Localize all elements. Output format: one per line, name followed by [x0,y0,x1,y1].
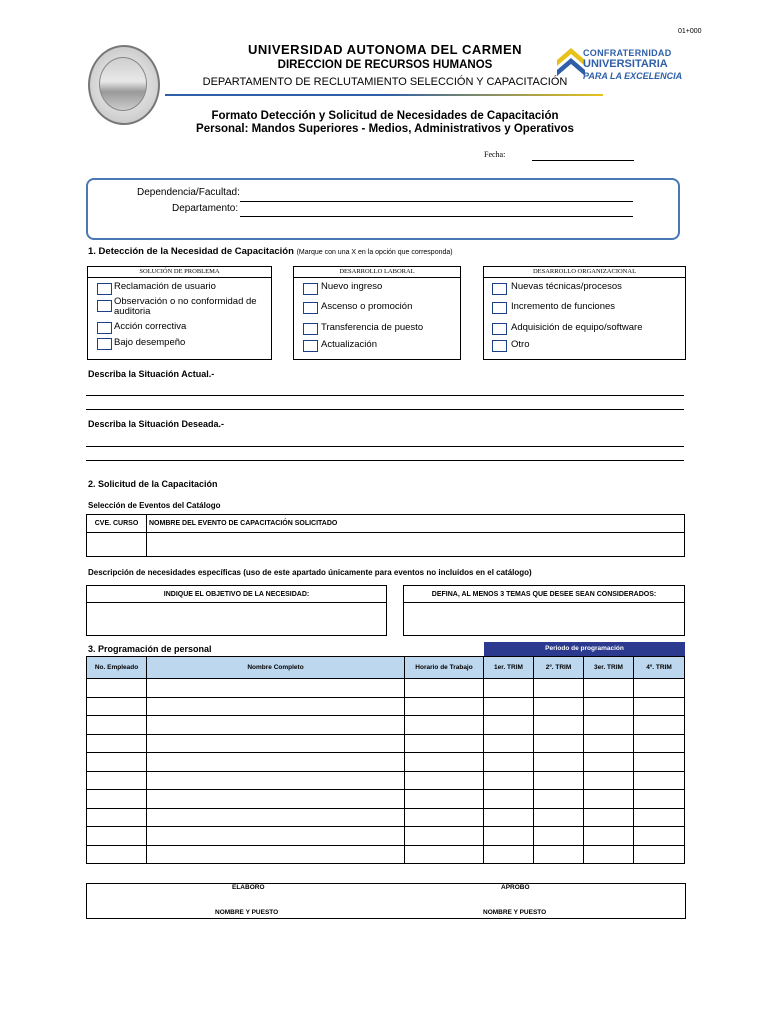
table-cell[interactable] [147,845,405,864]
table-cell[interactable] [634,845,685,864]
table-cell[interactable] [405,753,484,772]
situacion-deseada-label: Describa la Situación Deseada.- [88,419,225,429]
dependencia-field[interactable] [240,201,633,202]
elaboro-label: ELABORÓ [232,884,265,891]
table-cell[interactable] [634,827,685,846]
category-desarrollo-organizacional [483,266,686,360]
fecha-label: Fecha: [484,150,506,159]
table-row [87,734,685,753]
option-label: Reclamación de usuario [114,281,216,292]
table-cell[interactable] [147,734,405,753]
table-cell[interactable] [634,716,685,735]
table-cell[interactable] [634,790,685,809]
table-cell[interactable] [405,679,484,698]
col-trim-4: 4º. TRIM [634,657,685,679]
table-cell[interactable] [147,827,405,846]
option-label: Adquisición de equipo/software [511,322,643,333]
table-cell[interactable] [484,753,534,772]
table-cell[interactable] [584,845,634,864]
table-cell[interactable] [484,697,534,716]
table-cell[interactable] [484,827,534,846]
table-cell[interactable] [484,790,534,809]
table-cell[interactable] [87,827,147,846]
table-cell[interactable] [584,753,634,772]
col-nombre-evento: NOMBRE DEL EVENTO DE CAPACITACIÓN SOLICITADO [147,515,685,533]
col-trim-3: 3er. TRIM [584,657,634,679]
table-cell[interactable] [634,771,685,790]
table-cell[interactable] [634,808,685,827]
elaboro-nombre-puesto: NOMBRE Y PUESTO [215,909,279,916]
table-row [87,845,685,864]
temas-table [403,585,685,636]
table-cell[interactable] [87,734,147,753]
col-cve-curso: CVE. CURSO [87,515,147,533]
table-row [87,679,685,698]
checkbox[interactable] [303,302,318,314]
table-cell[interactable] [534,716,584,735]
table-row [87,753,685,772]
chevron-logo-icon [556,46,586,82]
table-cell[interactable] [534,697,584,716]
table-cell[interactable] [484,845,534,864]
table-row [87,827,685,846]
table-cell[interactable] [147,697,405,716]
option-label: Nuevas técnicas/procesos [511,281,622,292]
table-cell[interactable] [405,845,484,864]
checkbox[interactable] [303,283,318,295]
situacion-actual-label: Describa la Situación Actual.- [88,369,215,379]
checkbox[interactable] [492,283,507,295]
section2-title: 2. Solicitud de la Capacitación [88,479,218,489]
table-cell[interactable] [147,771,405,790]
section1-title: 1. Detección de la Necesidad de Capacitación [88,246,294,257]
cve-curso-cell[interactable] [87,533,147,557]
table-cell[interactable] [584,716,634,735]
table-cell[interactable] [584,771,634,790]
logo-text-3: PARA LA EXCELENCIA [583,71,683,81]
table-cell[interactable] [405,808,484,827]
situacion-actual-line[interactable] [86,395,684,396]
table-row [87,716,685,735]
document-code: 01+000 [678,28,702,35]
programacion-table [86,656,685,864]
table-cell[interactable] [147,753,405,772]
col-horario: Horario de Trabajo [405,657,484,679]
logo-text-2: UNIVERSITARIA [583,58,668,70]
table-cell[interactable] [584,808,634,827]
aprobo-label: APROBÓ [501,884,530,891]
checkbox[interactable] [492,340,507,352]
table-cell[interactable] [147,790,405,809]
table-cell[interactable] [147,679,405,698]
checkbox[interactable] [492,302,507,314]
table-cell[interactable] [405,827,484,846]
col-no-empleado: No. Empleado [87,657,147,679]
table-cell[interactable] [534,753,584,772]
checkbox[interactable] [97,322,112,334]
table-cell[interactable] [147,808,405,827]
table-cell[interactable] [484,771,534,790]
checkbox[interactable] [492,323,507,335]
university-name: UNIVERSIDAD AUTONOMA DEL CARMEN [247,42,523,57]
category-solucion-problema [87,266,272,360]
table-cell[interactable] [534,790,584,809]
table-cell[interactable] [584,679,634,698]
col-trim-1: 1er. TRIM [484,657,534,679]
aprobo-nombre-puesto: NOMBRE Y PUESTO [483,909,547,916]
table-cell[interactable] [584,790,634,809]
section1-heading [88,246,453,257]
objetivo-header: INDIQUE EL OBJETIVO DE LA NECESIDAD: [87,586,387,603]
situacion-deseada-line[interactable] [86,460,684,461]
fecha-field[interactable] [532,160,634,161]
col-nombre-completo: Nombre Completo [147,657,405,679]
option-label: Otro [511,339,530,350]
table-cell[interactable] [484,808,534,827]
table-cell[interactable] [87,808,147,827]
departamento-label: Departamento: [172,203,239,214]
eventos-table [86,514,685,557]
table-cell[interactable] [87,790,147,809]
option-label: Actualización [321,339,377,350]
table-cell[interactable] [584,697,634,716]
table-cell[interactable] [534,808,584,827]
objetivo-cell[interactable] [87,603,387,636]
table-cell[interactable] [87,753,147,772]
direction-name: DIRECCION DE RECURSOS HUMANOS [277,59,493,71]
table-cell[interactable] [534,827,584,846]
objetivo-table [86,585,387,636]
university-seal-logo [88,45,160,125]
form-title: Formato Detección y Solicitud de Necesidades de Capacitación [211,110,559,122]
table-cell[interactable] [147,716,405,735]
departamento-field[interactable] [240,216,633,217]
table-cell[interactable] [405,790,484,809]
option-label: Acción correctiva [114,321,187,332]
checkbox[interactable] [97,283,112,295]
logo-text-1: CONFRATERNIDAD [583,48,672,58]
table-cell[interactable] [634,697,685,716]
periodo-header: Periodo de programación [484,642,685,656]
category-header: DESARROLLO ORGANIZACIONAL [484,267,685,278]
table-cell[interactable] [484,716,534,735]
option-label: Transferencia de puesto [321,322,424,333]
option-label: Bajo desempeño [114,337,186,348]
checkbox[interactable] [303,323,318,335]
table-cell[interactable] [484,734,534,753]
catalogo-label: Selección de Eventos del Catálogo [88,501,221,510]
table-cell[interactable] [534,734,584,753]
temas-header: DEFINA, AL MENOS 3 TEMAS QUE DESEE SEAN CONSIDERADOS: [404,586,685,603]
table-cell[interactable] [405,716,484,735]
table-cell[interactable] [484,679,534,698]
table-row [87,771,685,790]
table-cell[interactable] [87,697,147,716]
table-cell[interactable] [534,771,584,790]
signature-box [86,883,686,919]
category-header: DESARROLLO LABORAL [294,267,460,278]
category-header: SOLUCIÓN DE PROBLEMA [88,267,271,278]
table-cell[interactable] [534,679,584,698]
table-cell[interactable] [87,716,147,735]
table-row [87,697,685,716]
temas-cell[interactable] [404,603,685,636]
especificas-label: Descripción de necesidades específicas (uso de este apartado únicamente para eventos no incluidos en el catálogo) [88,568,532,577]
header-divider [165,94,603,96]
situacion-deseada-line[interactable] [86,446,684,447]
department-name: DEPARTAMENTO DE RECLUTAMIENTO SELECCIÓN Y CAPACITACIÓN [202,76,568,88]
nombre-evento-cell[interactable] [147,533,685,557]
dependencia-label: Dependencia/Facultad: [137,187,240,198]
checkbox[interactable] [303,340,318,352]
situacion-actual-line[interactable] [86,409,684,410]
table-cell[interactable] [405,734,484,753]
table-cell[interactable] [87,845,147,864]
table-cell[interactable] [584,734,634,753]
table-cell[interactable] [634,679,685,698]
table-cell[interactable] [534,845,584,864]
table-cell[interactable] [634,734,685,753]
table-cell[interactable] [87,771,147,790]
table-row [87,790,685,809]
col-trim-2: 2º. TRIM [534,657,584,679]
option-label: Nuevo ingreso [321,281,383,292]
table-cell[interactable] [405,697,484,716]
section3-title: 3. Programación de personal [88,644,212,654]
form-subtitle: Personal: Mandos Superiores - Medios, Administrativos y Operativos [196,123,574,135]
section1-note: (Marque con una X en la opción que corresponda) [296,249,453,256]
table-cell[interactable] [584,827,634,846]
option-label: Ascenso o promoción [321,301,413,312]
table-cell[interactable] [634,753,685,772]
category-desarrollo-laboral [293,266,461,360]
table-row [87,808,685,827]
checkbox[interactable] [97,338,112,350]
checkbox[interactable] [97,300,112,312]
option-label: Observación o no conformidad de auditoria [114,296,257,317]
option-label: Incremento de funciones [511,301,616,312]
table-cell[interactable] [87,679,147,698]
table-cell[interactable] [405,771,484,790]
